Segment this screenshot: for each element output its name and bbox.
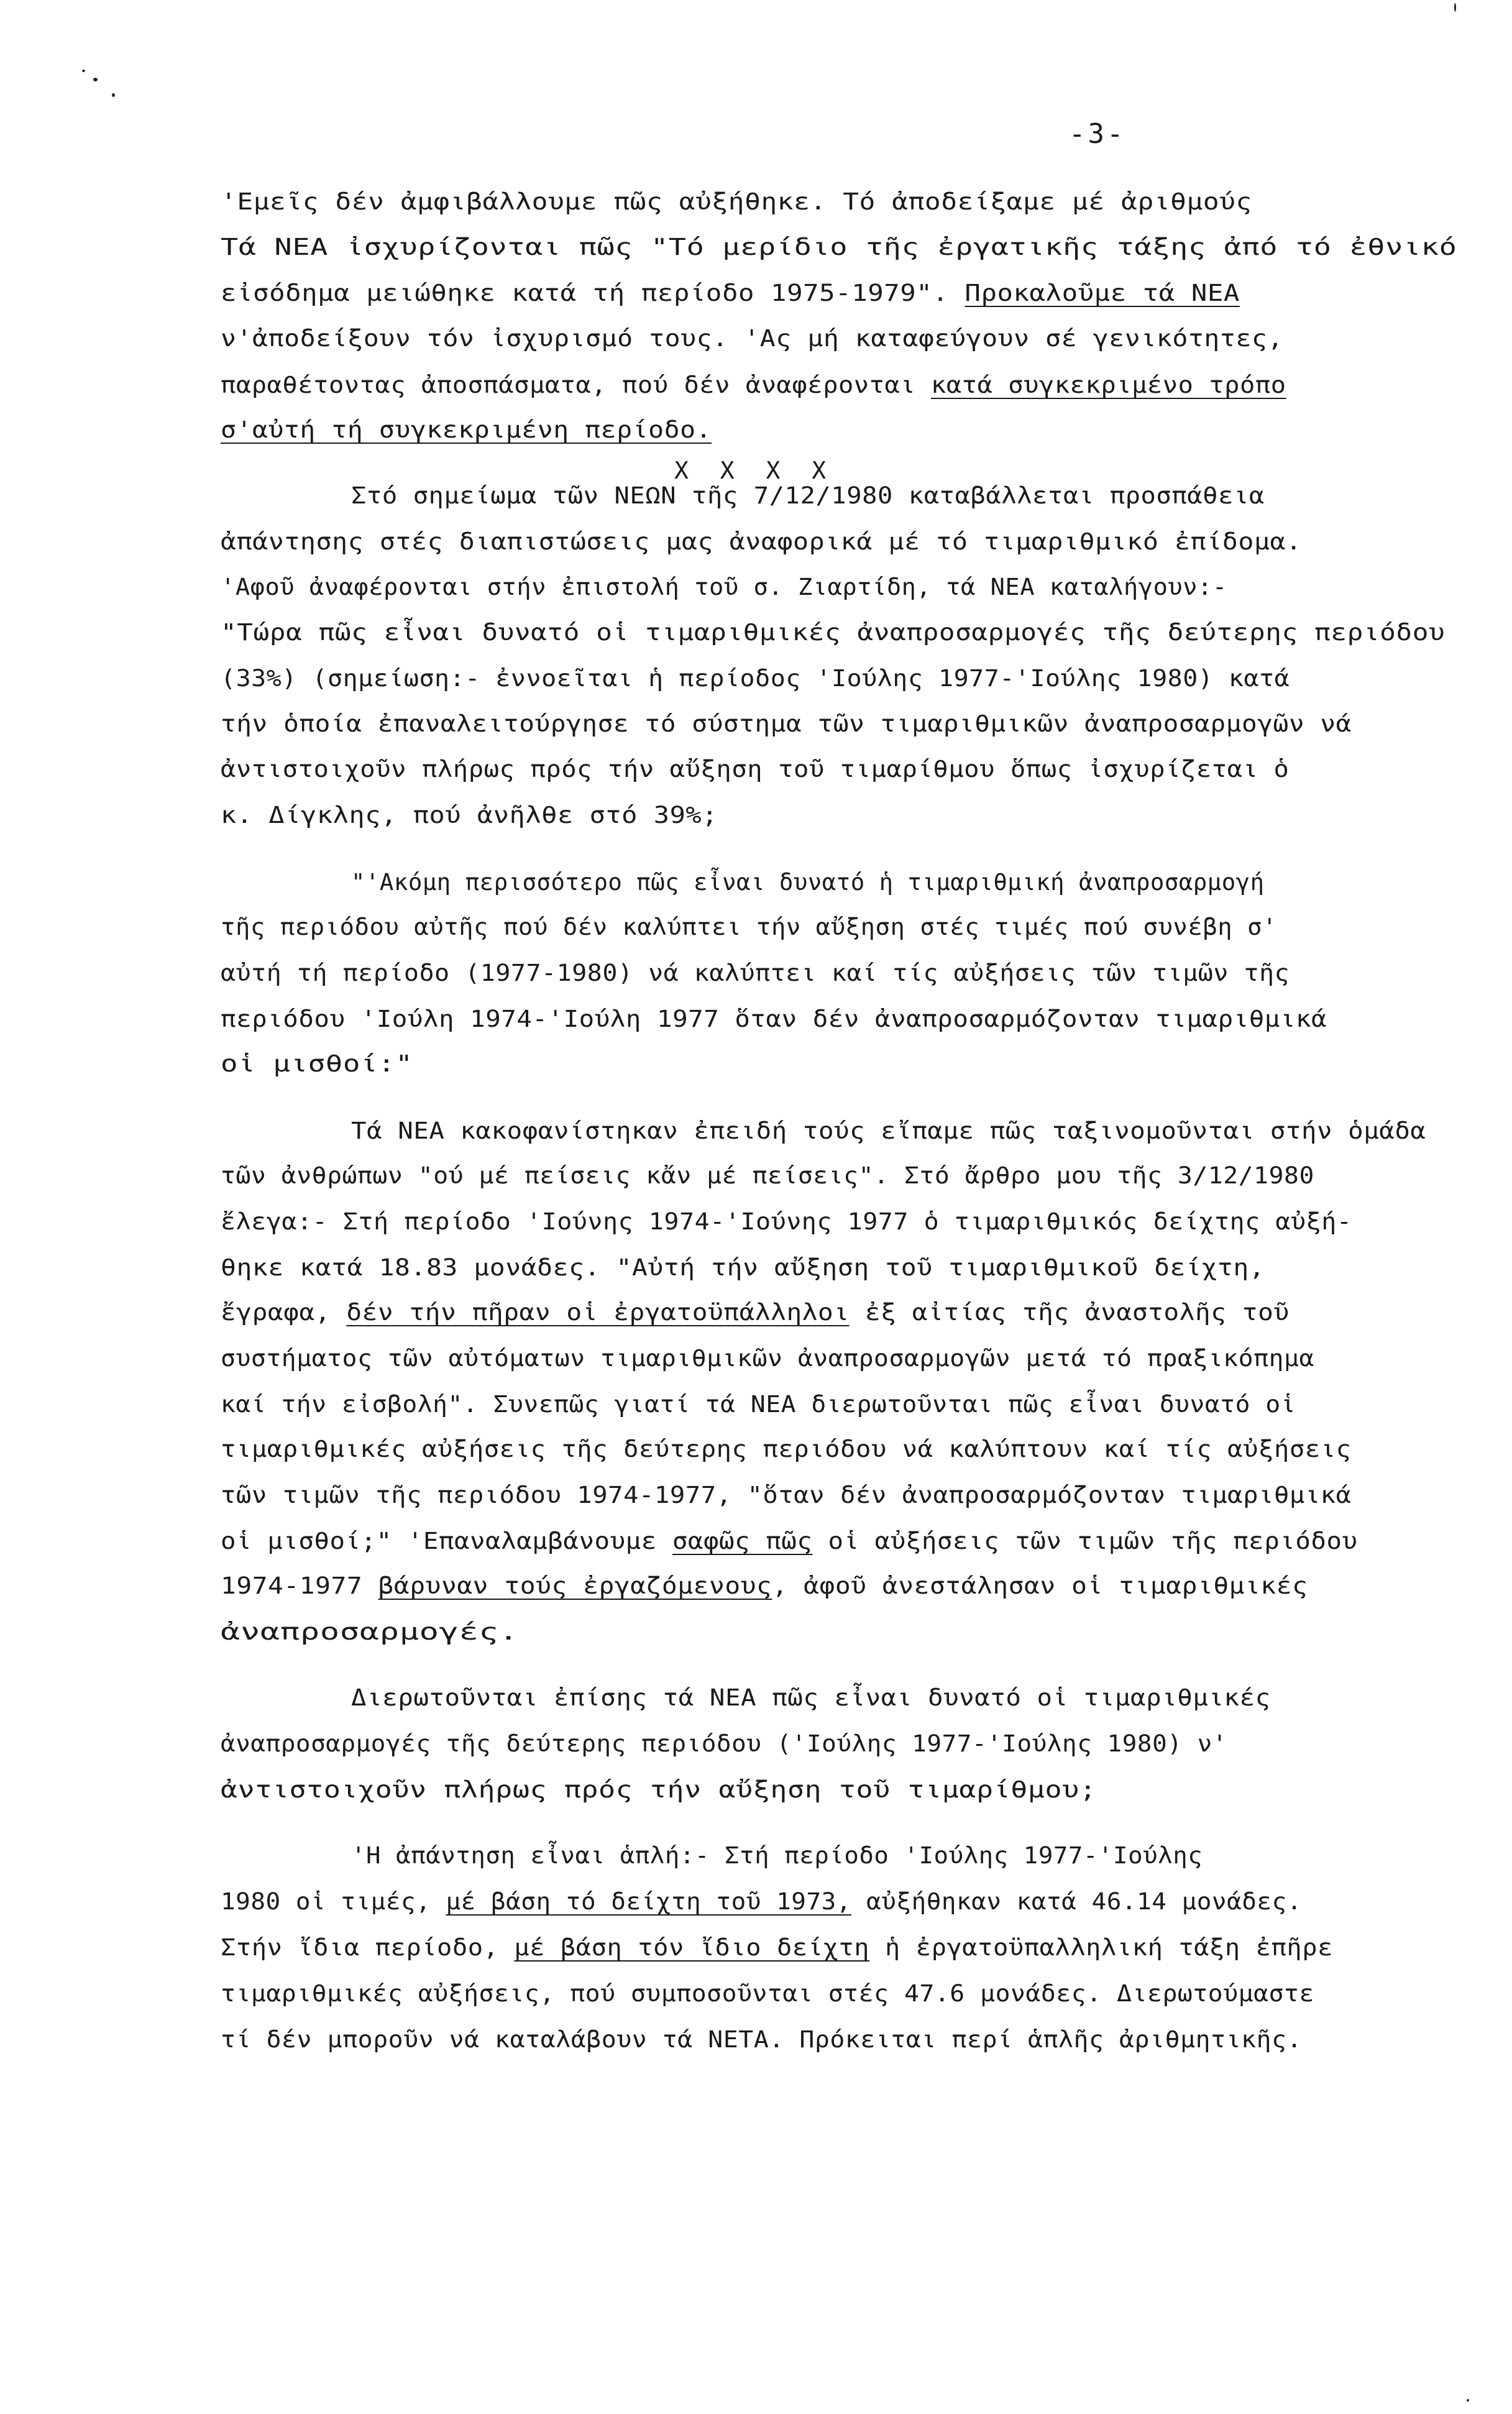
text-line xyxy=(221,1255,1265,1281)
text-segment: ἀναπροσαρμογές. xyxy=(221,1618,519,1645)
text-line xyxy=(221,803,718,828)
text-line xyxy=(351,1843,1203,1869)
underlined-text: μέ βάση τόν ἴδιο δείχτη xyxy=(514,1934,870,1961)
underlined-text: κατά συγκεκριμένο τρόπο xyxy=(931,372,1286,398)
text-segment: ν'ἀποδείξουν τόν ἰσχυρισμό τους. 'Ας μή καταφεύγουν σέ γενικότητες, xyxy=(221,325,1284,352)
text-line xyxy=(221,1346,1314,1372)
text-segment: ἔλεγα:- Στή περίοδο 'Ιούνης 1974-'Ιούνης 1977 ὁ τιμαριθμικός δείχτης αὐξή- xyxy=(221,1208,1352,1235)
page-number: -3- xyxy=(1069,118,1126,150)
text-line xyxy=(221,1732,1227,1757)
text-segment: ἀντιστοιχοῦν πλήρως πρός τήν αὔξηση τοῦ τιμαρίθμου ὅπως ἰσχυρίζεται ὁ xyxy=(221,756,1290,782)
text-segment: αὐξήθηκαν κατά 46.14 μονάδες. xyxy=(851,1888,1302,1915)
scan-speck xyxy=(1467,2399,1469,2402)
text-segment: ἔγραφα, xyxy=(221,1299,347,1326)
text-line xyxy=(221,1007,1327,1032)
text-line xyxy=(221,915,1277,940)
text-segment: τῶν τιμῶν τῆς περιόδου 1974-1977, "ὅταν δέν ἀναπροσαρμόζονταν τιμαριθμικά xyxy=(221,1482,1352,1508)
text-line xyxy=(351,484,1265,509)
text-segment: 1980 οἱ τιμές, xyxy=(221,1888,446,1915)
text-segment: ἡ ἐργατοϋπαλληλική τάξη ἐπῆρε xyxy=(869,1934,1333,1961)
text-line xyxy=(221,712,1352,737)
text-line xyxy=(351,1119,1426,1144)
text-segment: "'Ακόμη περισσότερο πῶς εἶναι δυνατό ἡ τιμαριθμική ἀναπροσαρμογή xyxy=(351,869,1265,896)
text-line xyxy=(221,1052,413,1077)
text-segment: "Τώρα πῶς εἶναι δυνατό οἱ τιμαριθμικές ἀναπροσαρμογές τῆς δεύτερης περιόδου xyxy=(221,619,1446,646)
text-segment: τιμαριθμικές αὐξήσεις τῆς δεύτερης περιόδου νά καλύπτουν καί τίς αὐξήσεις xyxy=(221,1436,1352,1462)
text-segment: οἱ αὐξήσεις τῶν τιμῶν τῆς περιόδου xyxy=(812,1528,1358,1554)
text-line xyxy=(221,281,1240,306)
text-line xyxy=(221,1300,1290,1326)
text-segment: αὐτή τή περίοδο (1977-1980) νά καλύπτει καί τίς αὐξήσεις τῶν τιμῶν τῆς xyxy=(221,960,1290,986)
text-line xyxy=(221,1889,1302,1915)
text-segment: (33%) (σημείωση:- ἐννοεῖται ἡ περίοδος 'Ιούλης 1977-'Ιούλης 1980) κατά xyxy=(221,665,1290,692)
text-line xyxy=(221,2027,1302,2053)
underlined-text: σ'αὐτή τή συγκεκριμένη περίοδο. xyxy=(221,416,712,443)
text-line xyxy=(221,190,1252,215)
scan-speck xyxy=(93,78,98,81)
text-segment: συστήματος τῶν αὐτόματων τιμαριθμικῶν ἀναπροσαρμογῶν μετά τό πραξικόπημα xyxy=(221,1345,1314,1372)
text-line xyxy=(221,235,1457,260)
text-segment: τί δέν μποροῦν νά καταλάβουν τά ΝΕΤΑ. Πρόκειται περί ἁπλῆς ἀριθμητικῆς. xyxy=(221,2026,1303,2053)
text-segment: Στήν ἴδια περίοδο, xyxy=(221,1934,515,1961)
text-segment: καί τήν εἰσβολή". Συνεπῶς γιατί τά ΝΕΑ διερωτοῦνται πῶς εἶναι δυνατό οἱ xyxy=(221,1391,1296,1418)
text-line xyxy=(351,870,1265,896)
text-line xyxy=(221,1392,1296,1418)
text-line xyxy=(221,1935,1333,1961)
text-segment: Στό σημείωμα τῶν ΝΕΩΝ τῆς 7/12/1980 καταβάλλεται προσπάθεια xyxy=(351,482,1265,509)
text-line xyxy=(221,373,1286,398)
text-segment: οἱ μισθοί;" 'Επαναλαμβάνουμε xyxy=(221,1528,672,1554)
text-segment: ἐξ αἰτίας τῆς ἀναστολῆς τοῦ xyxy=(849,1299,1290,1326)
text-segment: περιόδου 'Ιούλη 1974-'Ιούλη 1977 ὅταν δέν ἀναπροσαρμόζονταν τιμαριθμικά xyxy=(221,1006,1327,1032)
text-line xyxy=(221,575,1227,600)
text-line xyxy=(221,666,1290,692)
text-line xyxy=(221,418,712,443)
text-line xyxy=(221,757,1289,782)
text-segment: 'Αφοῦ ἀναφέρονται στήν ἐπιστολή τοῦ σ. Ζιαρτίδη, τά ΝΕΑ καταλήγουν:- xyxy=(221,574,1227,600)
text-line xyxy=(221,1620,518,1645)
text-line xyxy=(221,326,1283,352)
text-segment: Τά ΝΕΑ ἰσχυρίζονται πῶς "Τό μερίδιο τῆς ἐργατικῆς τάξης ἀπό τό ἐθνικό xyxy=(221,234,1457,260)
text-line xyxy=(221,1529,1358,1554)
underlined-text: δέν τήν πῆραν οἱ ἐργατοϋπάλληλοι xyxy=(346,1299,850,1326)
text-segment: τῶν ἀνθρώπων "ού μέ πείσεις κἄν μέ πείσεις". Στό ἄρθρο μου τῆς 3/12/1980 xyxy=(221,1162,1314,1189)
underlined-text: μέ βάση τό δείχτη τοῦ 1973, xyxy=(446,1888,851,1915)
text-line xyxy=(221,1778,1096,1803)
text-segment: ἀναπροσαρμογές τῆς δεύτερης περιόδου ('Ιούλης 1977-'Ιούλης 1980) ν' xyxy=(221,1730,1227,1757)
text-segment: , ἀφοῦ ἀνεστάλησαν οἱ τιμαριθμικές xyxy=(772,1572,1308,1599)
underlined-text: βάρυναν τούς ἐργαζόμενους xyxy=(378,1572,772,1599)
text-segment: 1974-1977 xyxy=(221,1572,378,1599)
text-line xyxy=(221,620,1445,646)
text-segment: ἀπάντησης στές διαπιστώσεις μας ἀναφορικά μέ τό τιμαριθμικό ἐπίδομα. xyxy=(221,528,1302,555)
text-segment: τῆς περιόδου αὐτῆς πού δέν καλύπτει τήν αὔξηση στές τιμές πού συνέβη σ' xyxy=(221,914,1278,940)
text-segment: 'Η ἀπάντηση εἶναι ἁπλή:- Στή περίοδο 'Ιούλης 1977-'Ιούλης xyxy=(351,1842,1203,1869)
text-line xyxy=(351,1686,1271,1711)
text-line xyxy=(221,1163,1314,1189)
text-line xyxy=(221,1483,1352,1508)
section-separator: X X X X xyxy=(674,457,835,484)
scan-speck xyxy=(1454,3,1456,12)
text-line xyxy=(221,1574,1308,1599)
underlined-text: σαφῶς πῶς xyxy=(672,1528,813,1554)
text-segment: οἱ μισθοί:" xyxy=(221,1050,413,1077)
text-segment: κ. Δίγκλης, πού ἀνῆλθε στό 39%; xyxy=(221,802,718,828)
underlined-text: Προκαλοῦμε τά ΝΕΑ xyxy=(964,280,1240,306)
text-segment: ἀντιστοιχοῦν πλήρως πρός τήν αὔξηση τοῦ τιμαρίθμου; xyxy=(221,1776,1097,1803)
text-segment: 'Εμεῖς δέν ἀμφιβάλλουμε πῶς αὐξήθηκε. Τό ἀποδείξαμε μέ ἀριθμούς xyxy=(221,188,1252,215)
text-line xyxy=(221,961,1290,986)
text-segment: τήν ὁποία ἐπαναλειτούργησε τό σύστημα τῶν τιμαριθμικῶν ἀναπροσαρμογῶν νά xyxy=(221,710,1352,737)
text-segment: τιμαριθμικές αὐξήσεις, πού συμποσοῦνται στές 47.6 μονάδες. Διερωτούμαστε xyxy=(221,1980,1314,2007)
text-line xyxy=(221,1209,1352,1235)
text-line xyxy=(221,1981,1314,2007)
text-segment: παραθέτοντας ἀποσπάσματα, πού δέν ἀναφέρονται xyxy=(221,372,932,398)
text-segment: θηκε κατά 18.83 μονάδες. "Αὐτή τήν αὔξηση τοῦ τιμαριθμικοῦ δείχτη, xyxy=(221,1254,1265,1281)
text-segment: εἰσόδημα μειώθηκε κατά τή περίοδο 1975-1979". xyxy=(221,280,965,306)
text-line xyxy=(221,530,1302,555)
scan-speck xyxy=(112,93,115,97)
text-line xyxy=(221,1437,1352,1462)
text-segment: Διερωτοῦνται ἐπίσης τά ΝΕΑ πῶς εἶναι δυνατό οἱ τιμαριθμικές xyxy=(351,1684,1271,1711)
text-segment: Τά ΝΕΑ κακοφανίστηκαν ἐπειδή τούς εἴπαμε πῶς ταξινομοῦνται στήν ὁμάδα xyxy=(351,1118,1426,1144)
scan-speck xyxy=(82,70,85,72)
